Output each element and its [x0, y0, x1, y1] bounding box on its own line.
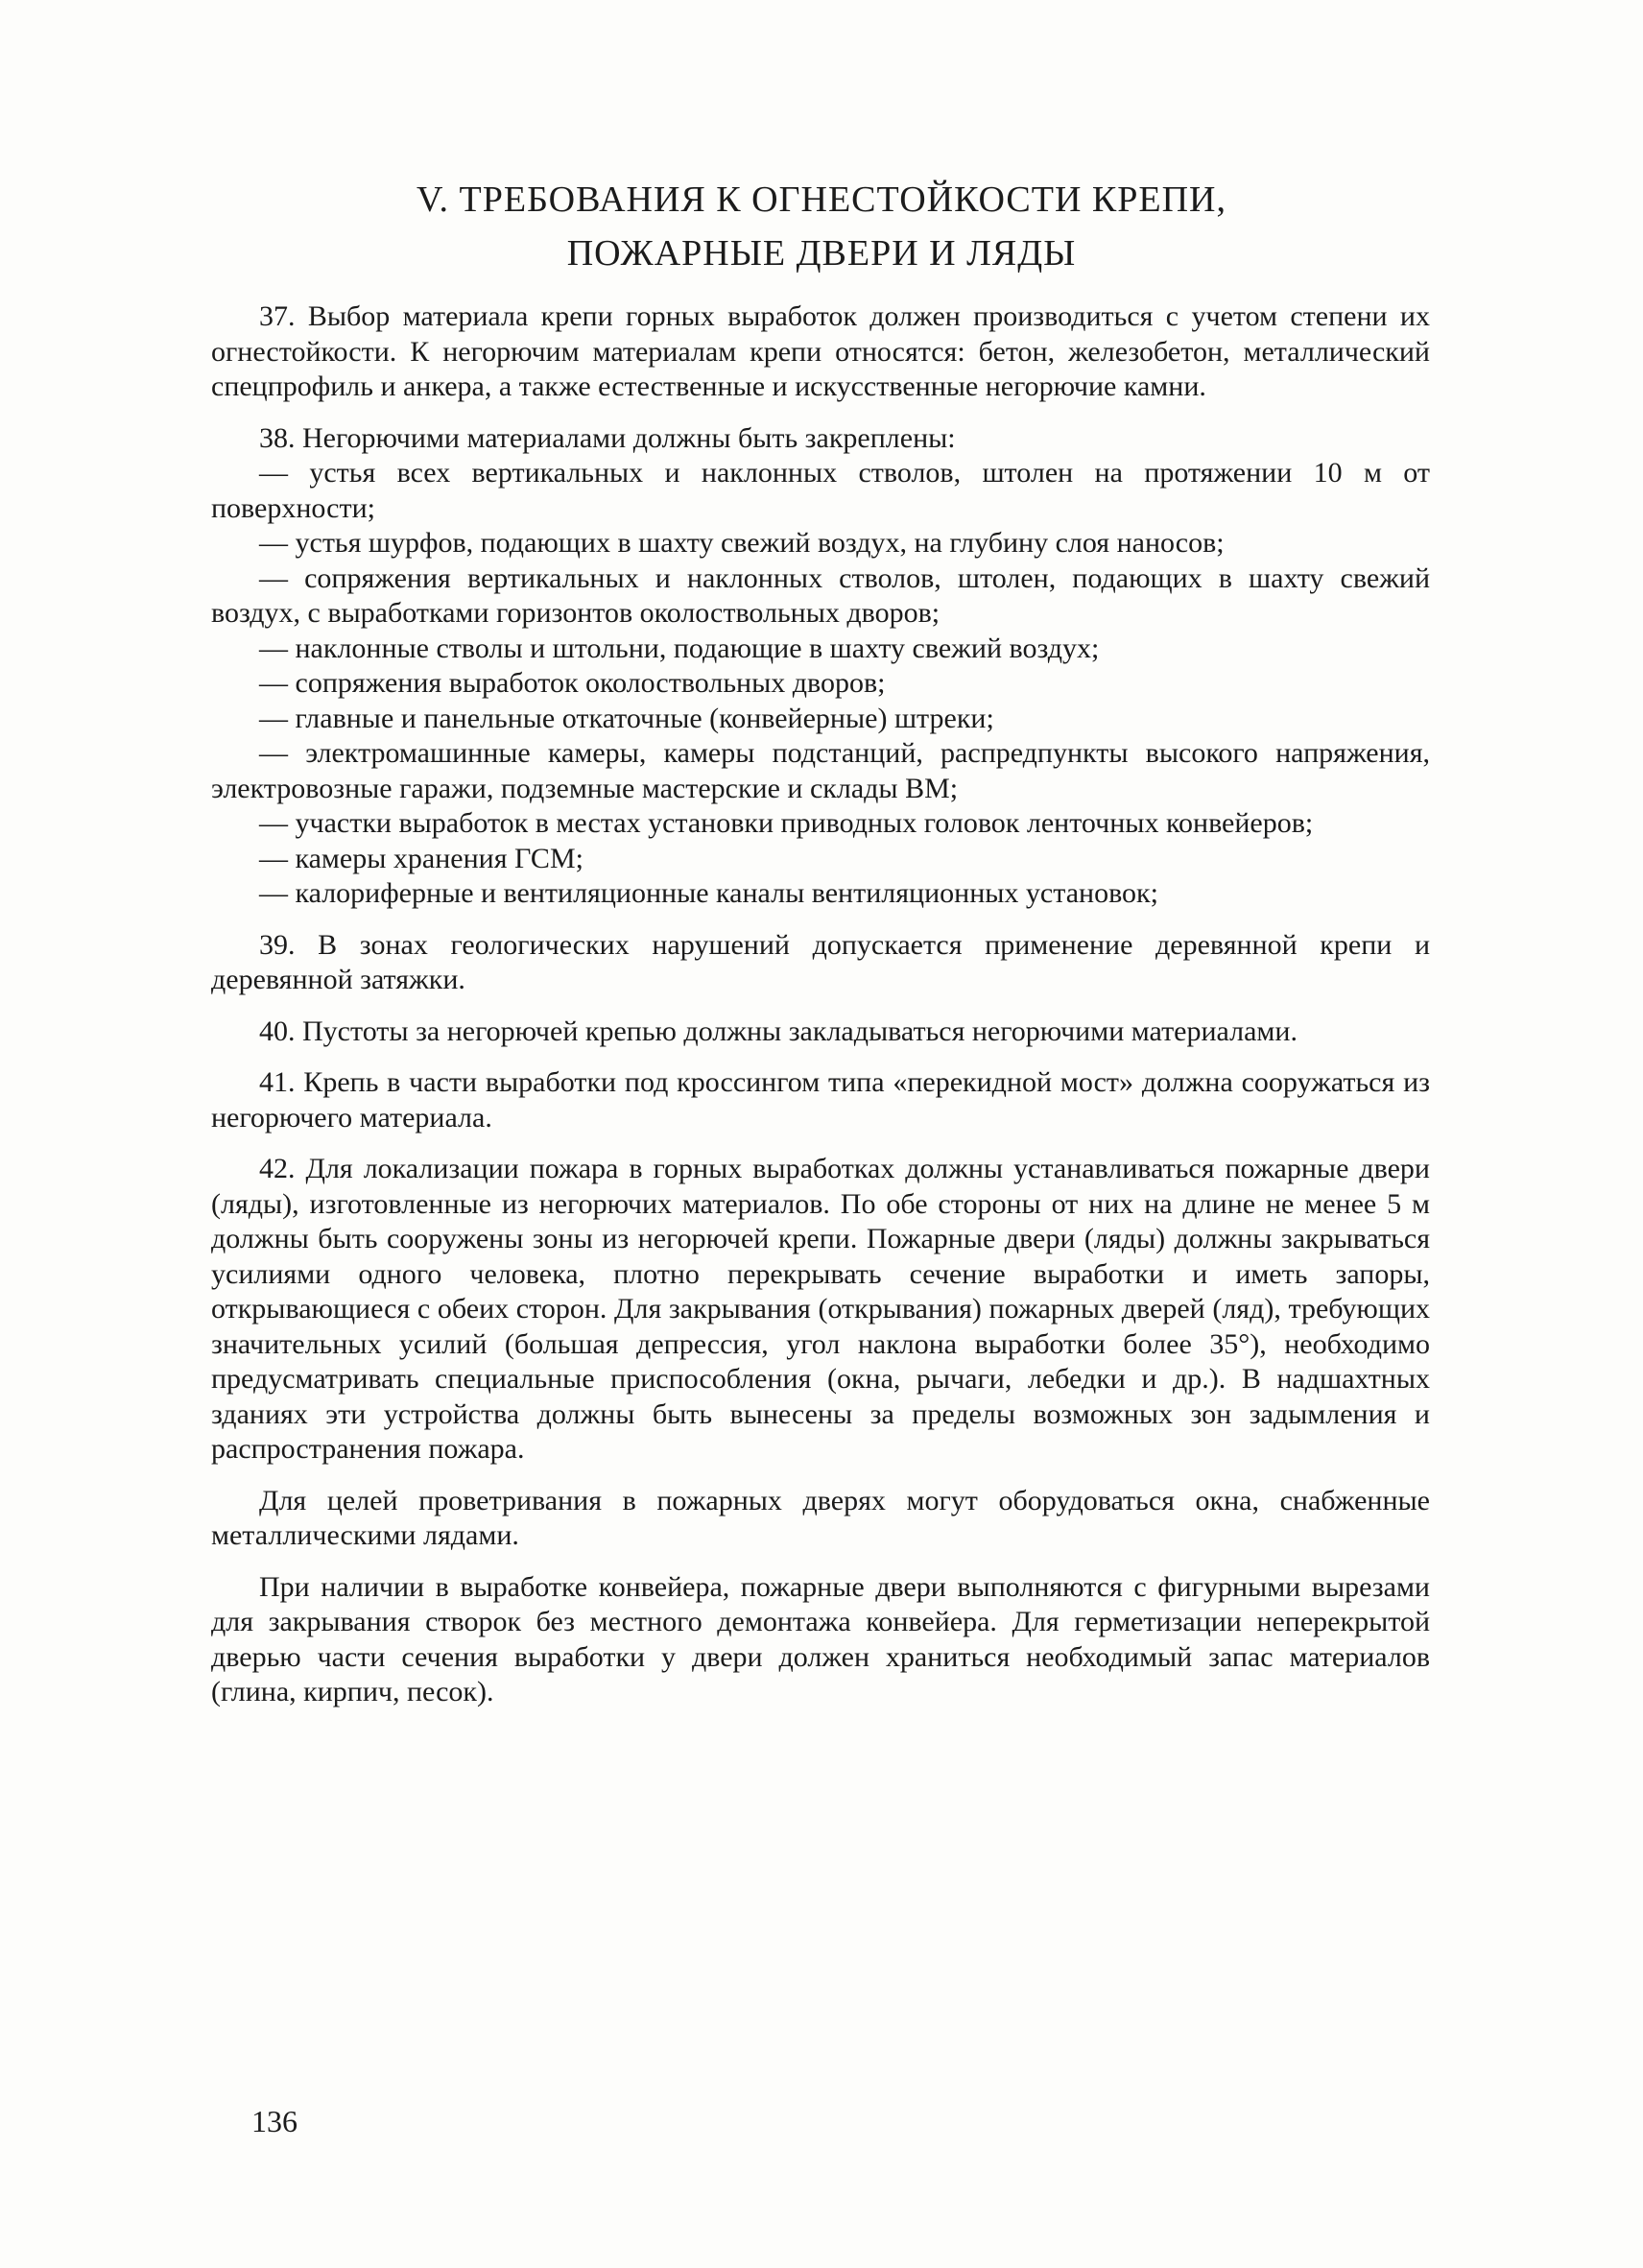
- document-body: [211, 299, 1430, 1727]
- paragraph-42-conveyor-doors: При наличии в выработке конвейера, пожарные двери выполняются с фигурными вырезами для закрывания створок без местного демонтажа конвейера. Для герметизации неперекрытой дверью части сечения выработки у двери должен храниться необходимый запас материалов (глина, кирпич, песок).: [211, 1570, 1430, 1707]
- list-item: — главные и панельные откаточные (конвейерные) штреки;: [259, 702, 994, 734]
- list-item: — наклонные стволы и штольни, подающие в шахту свежий воздух;: [259, 632, 1100, 664]
- paragraph-42: 42. Для локализации пожара в горных выработках должны устанавливаться пожарные двери (ляды), изготовленные из негорючих материалов. По обе стороны от них на длине не менее 5 м должны быть сооружены зоны из негорючей крепи. Пожарные двери (ляды) должны закрываться усилиями одного человека, плотно перекрывать сечение выработки и иметь запоры, открывающиеся с обеих сторон. Для закрывания (открывания) пожарных дверей (ляд), требующих значительных усилий (большая депрессия, угол наклона выработки более 35°), необходимо предусматривать специальные приспособления (окна, рычаги, лебедки и др.). В надшахтных зданиях эти устройства должны быть вынесены за пределы возможных зон задымления и распространения пожара.: [211, 1153, 1430, 1465]
- list-item: — электромашинные камеры, камеры подстанций, распредпункты высокого напряжения, электровозные гаражи, подземные мастерские и склады ВМ;: [211, 737, 1430, 804]
- list-item: — участки выработок в местах установки приводных головок ленточных конвейеров;: [259, 807, 1314, 839]
- list-item: — устья шурфов, подающих в шахту свежий воздух, на глубину слоя наносов;: [259, 527, 1225, 559]
- page-number: 136: [251, 2104, 298, 2138]
- list-item: — калориферные и вентиляционные каналы вентиляционных установок;: [259, 877, 1158, 909]
- list-item: — сопряжения выработок околоствольных дворов;: [259, 667, 886, 699]
- list-item: — устья всех вертикальных и наклонных стволов, штолен на протяжении 10 м от поверхности;: [211, 457, 1430, 524]
- paragraph-37: 37. Выбор материала крепи горных выработок должен производиться с учетом степени их огнестойкости. К негорючим материалам крепи относятся: бетон, железобетон, металлический спецпрофиль и анкера, а также естественные и искусственные негорючие камни.: [211, 300, 1430, 402]
- section-title-line-1: V. ТРЕБОВАНИЯ К ОГНЕСТОЙКОСТИ КРЕПИ,: [417, 179, 1226, 220]
- paragraph-40: 40. Пустоты за негорючей крепью должны закладываться негорючими материалами.: [259, 1015, 1298, 1047]
- section-title: [0, 173, 1643, 280]
- paragraph-38: [211, 421, 1430, 912]
- list-item: — камеры хранения ГСМ;: [259, 842, 583, 874]
- section-title-line-2: ПОЖАРНЫЕ ДВЕРИ И ЛЯДЫ: [566, 233, 1077, 274]
- list-item: — сопряжения вертикальных и наклонных стволов, штолен, подающих в шахту свежий воздух, с выработками горизонтов околоствольных дворов;: [211, 561, 1430, 629]
- paragraph-39: 39. В зонах геологических нарушений допускается применение деревянной крепи и деревянной затяжки.: [211, 928, 1430, 995]
- paragraph-38-intro: 38. Негорючими материалами должны быть закреплены:: [259, 421, 956, 454]
- paragraph-42-ventilation-windows: Для целей проветривания в пожарных дверях могут оборудоваться окна, снабженные металлическими лядами.: [211, 1484, 1430, 1551]
- paragraph-41: 41. Крепь в части выработки под кроссингом типа «перекидной мост» должна сооружаться из негорючего материала.: [211, 1066, 1430, 1134]
